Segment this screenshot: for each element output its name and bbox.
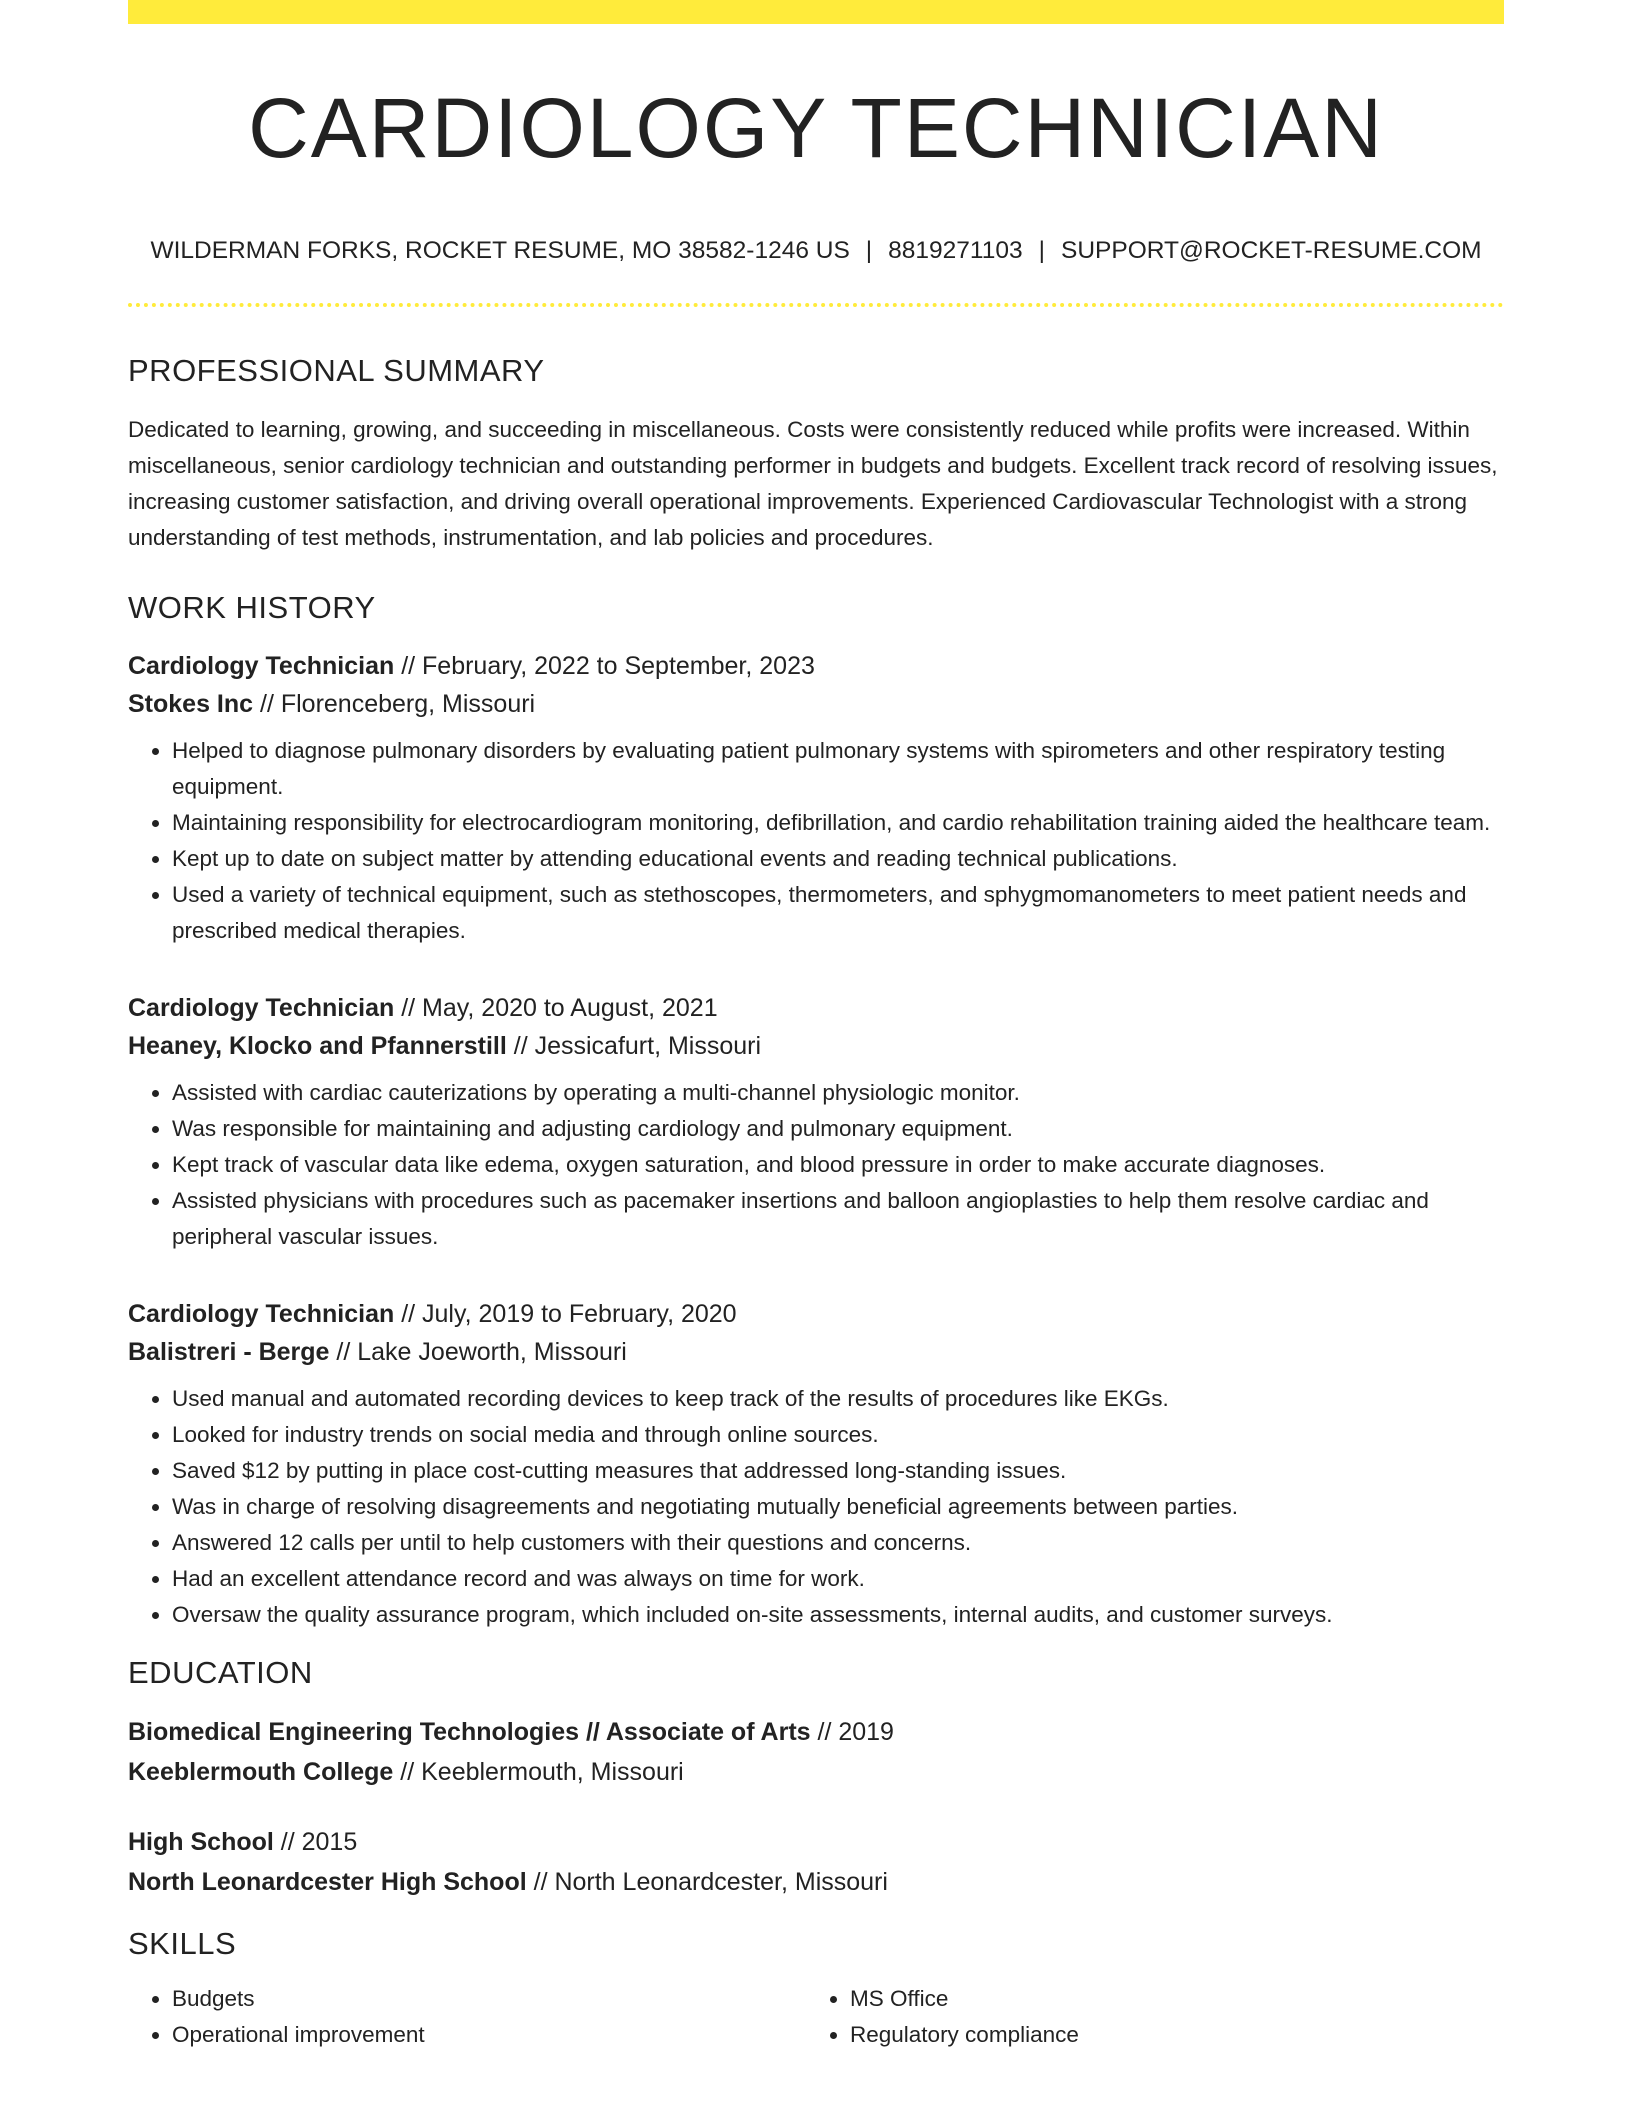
summary-heading: PROFESSIONAL SUMMARY <box>128 353 545 389</box>
job-location: // Lake Joeworth, Missouri <box>329 1338 627 1367</box>
education-year: // 2019 <box>810 1718 894 1747</box>
education-degree-line <box>128 1822 1504 1862</box>
job-company: Heaney, Klocko and Pfannerstill <box>128 1032 507 1061</box>
education-location: // Keeblermouth, Missouri <box>393 1758 684 1787</box>
job-company-line <box>128 685 1504 723</box>
job-dates: // February, 2022 to September, 2023 <box>394 652 815 681</box>
resume-title: CARDIOLOGY TECHNICIAN <box>248 81 1384 175</box>
job-location: // Jessicafurt, Missouri <box>506 1032 762 1061</box>
list-item: • Regulatory compliance <box>850 2017 1484 2053</box>
list-item: • Used a variety of technical equipment, such as stethoscopes, thermometers, and sphygmomanometers to meet patient needs and prescribed medical therapies. <box>172 877 1504 949</box>
job-entry <box>128 647 1504 949</box>
list-item: • Kept track of vascular data like edema, oxygen saturation, and blood pressure in order to make accurate diagnoses. <box>172 1147 1504 1183</box>
list-item: • Kept up to date on subject matter by attending educational events and reading technical publications. <box>172 841 1504 877</box>
job-entry <box>128 1295 1504 1633</box>
education-location: // North Leonardcester, Missouri <box>526 1868 888 1897</box>
list-item: • Looked for industry trends on social media and through online sources. <box>172 1417 1504 1453</box>
list-item: • Used manual and automated recording devices to keep track of the results of procedures like EKGs. <box>172 1381 1504 1417</box>
resume-page <box>128 0 1504 2053</box>
education-degree: Biomedical Engineering Technologies // Associate of Arts <box>128 1718 811 1747</box>
job-bullets <box>128 1075 1504 1255</box>
job-bullets <box>128 733 1504 949</box>
job-dates: // May, 2020 to August, 2021 <box>394 994 718 1023</box>
work-history-section <box>128 592 1504 1633</box>
education-section <box>128 1657 1504 1902</box>
summary-text: Dedicated to learning, growing, and succeeding in miscellaneous. Costs were consistently reduced while profits were increased. Within miscellaneous, senior cardiology technician and outstanding performer in budgets and budgets. Excellent track record of resolving issues, increasing customer satisfaction, and driving overall operational improvements. Experienced Cardiovascular Technologist with a strong understanding of test methods, instrumentation, and lab policies and procedures. <box>128 417 1498 551</box>
education-heading: EDUCATION <box>128 1655 313 1691</box>
list-item: • MS Office <box>850 1981 1484 2017</box>
top-accent-bar <box>128 0 1504 24</box>
list-item: • Maintaining responsibility for electrocardiogram monitoring, defibrillation, and cardio rehabilitation training aided the healthcare team. <box>172 805 1504 841</box>
job-title: Cardiology Technician <box>128 994 395 1023</box>
education-year: // 2015 <box>273 1828 358 1857</box>
contact-address: WILDERMAN FORKS, ROCKET RESUME, MO 38582-1246 US <box>150 237 850 264</box>
skills-left-list <box>128 1981 806 2053</box>
work-history-heading: WORK HISTORY <box>128 590 376 626</box>
list-item: • Saved $12 by putting in place cost-cutting measures that addressed long-standing issues. <box>172 1453 1504 1489</box>
education-degree: High School <box>128 1828 274 1857</box>
dotted-divider <box>128 303 1504 307</box>
job-entry <box>128 989 1504 1255</box>
education-school-line <box>128 1752 1504 1792</box>
job-location: // Florenceberg, Missouri <box>253 690 536 719</box>
list-item: • Budgets <box>172 1981 806 2017</box>
contact-separator: | <box>865 237 873 264</box>
skills-heading: SKILLS <box>128 1926 237 1962</box>
education-entry <box>128 1712 1504 1792</box>
job-company: Balistreri - Berge <box>128 1338 330 1367</box>
list-item: • Had an excellent attendance record and was always on time for work. <box>172 1561 1504 1597</box>
skills-columns <box>128 1981 1504 2053</box>
skills-right-list <box>806 1981 1484 2053</box>
job-dates: // July, 2019 to February, 2020 <box>394 1300 737 1329</box>
job-title-line <box>128 647 1504 685</box>
list-item: • Assisted physicians with procedures such as pacemaker insertions and balloon angioplasties to help them resolve cardiac and peripheral vascular issues. <box>172 1183 1504 1255</box>
list-item: • Oversaw the quality assurance program, which included on-site assessments, internal audits, and customer surveys. <box>172 1597 1504 1633</box>
job-bullets <box>128 1381 1504 1633</box>
list-item: • Operational improvement <box>172 2017 806 2053</box>
education-school-line <box>128 1862 1504 1902</box>
list-item: • Was in charge of resolving disagreements and negotiating mutually beneficial agreements between parties. <box>172 1489 1504 1525</box>
list-item: • Assisted with cardiac cauterizations by operating a multi-channel physiologic monitor. <box>172 1075 1504 1111</box>
education-school: Keeblermouth College <box>128 1758 394 1787</box>
list-item: • Answered 12 calls per until to help customers with their questions and concerns. <box>172 1525 1504 1561</box>
contact-line <box>128 236 1504 265</box>
education-entry <box>128 1822 1504 1902</box>
job-company: Stokes Inc <box>128 690 254 719</box>
job-company-line <box>128 1333 1504 1371</box>
job-company-line <box>128 1027 1504 1065</box>
job-title-line <box>128 989 1504 1027</box>
skills-section <box>128 1928 1504 2053</box>
contact-email[interactable]: SUPPORT@ROCKET-RESUME.COM <box>1061 237 1482 264</box>
contact-phone[interactable]: 8819271103 <box>888 237 1023 264</box>
education-school: North Leonardcester High School <box>128 1868 527 1897</box>
list-item: • Helped to diagnose pulmonary disorders by evaluating patient pulmonary systems with spirometers and other respiratory testing equipment. <box>172 733 1504 805</box>
summary-section <box>128 355 1504 556</box>
list-item: • Was responsible for maintaining and adjusting cardiology and pulmonary equipment. <box>172 1111 1504 1147</box>
education-degree-line <box>128 1712 1504 1752</box>
job-title: Cardiology Technician <box>128 652 395 681</box>
contact-separator: | <box>1038 237 1045 264</box>
job-title: Cardiology Technician <box>128 1300 395 1329</box>
job-title-line <box>128 1295 1504 1333</box>
